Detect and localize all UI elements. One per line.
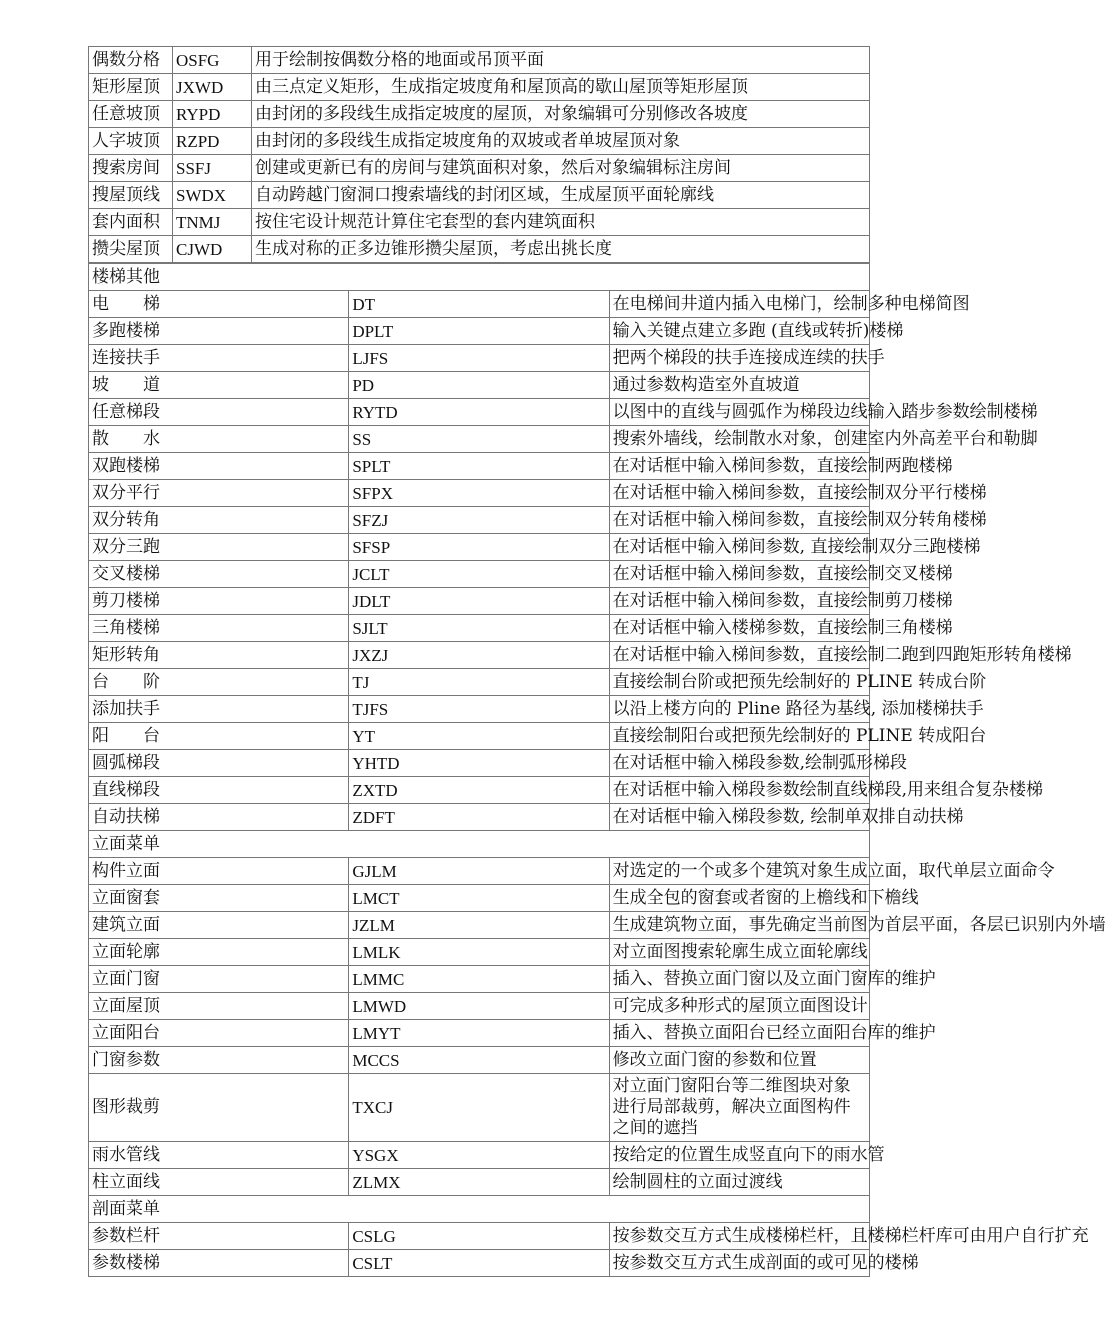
command-code-cell: DT — [349, 291, 609, 318]
command-code-cell: TXCJ — [349, 1074, 609, 1142]
command-description-cell: 在对话框中输入梯间参数，直接绘制双分平行楼梯 — [609, 480, 869, 507]
command-code-cell: YT — [349, 723, 609, 750]
command-description-cell: 在对话框中输入梯间参数，直接绘制交叉楼梯 — [609, 561, 869, 588]
table-row — [89, 561, 870, 588]
command-code-cell: JDLT — [349, 588, 609, 615]
command-description-cell: 由封闭的多段线生成指定坡度的屋顶，对象编辑可分别修改各坡度 — [252, 101, 870, 128]
command-name-cell: 人字坡顶 — [89, 128, 173, 155]
command-description-cell: 通过参数构造室外直坡道 — [609, 372, 869, 399]
command-name-cell: 双跑楼梯 — [89, 453, 349, 480]
table-row — [89, 291, 870, 318]
command-code-cell: SFPX — [349, 480, 609, 507]
table-row — [89, 345, 870, 372]
command-name-cell: 交叉楼梯 — [89, 561, 349, 588]
command-name-cell: 双分平行 — [89, 480, 349, 507]
command-code-cell: LMWD — [349, 993, 609, 1020]
command-name-cell: 立面阳台 — [89, 1020, 349, 1047]
command-description-cell: 可完成多种形式的屋顶立面图设计 — [609, 993, 869, 1020]
command-description-cell: 对选定的一个或多个建筑对象生成立面，取代单层立面命令 — [609, 858, 869, 885]
command-code-cell: SFSP — [349, 534, 609, 561]
command-code-cell: TJ — [349, 669, 609, 696]
command-description-cell: 把两个梯段的扶手连接成连续的扶手 — [609, 345, 869, 372]
command-description-cell: 由封闭的多段线生成指定坡度角的双坡或者单坡屋顶对象 — [252, 128, 870, 155]
command-name-cell: 立面屋顶 — [89, 993, 349, 1020]
command-code-cell: SJLT — [349, 615, 609, 642]
command-description-cell: 搜索外墙线，绘制散水对象，创建室内外高差平台和勒脚 — [609, 426, 869, 453]
command-code-cell: JZLM — [349, 912, 609, 939]
commands-table — [88, 263, 1106, 1277]
command-description-cell: 绘制圆柱的立面过渡线 — [609, 1169, 869, 1196]
table-row — [89, 750, 870, 777]
section-row-elevation — [89, 831, 870, 858]
command-code-cell: JXWD — [173, 74, 252, 101]
command-description-cell: 对立面门窗阳台等二维图块对象进行局部裁剪，解决立面图构件之间的遮挡 — [609, 1074, 869, 1142]
command-description-cell: 创建或更新已有的房间与建筑面积对象，然后对象编辑标注房间 — [252, 155, 870, 182]
section-title-elevation: 立面菜单 — [89, 831, 870, 858]
command-code-cell: CSLG — [349, 1223, 609, 1250]
command-code-cell: RYTD — [349, 399, 609, 426]
table-row — [89, 885, 870, 912]
table-row — [89, 372, 870, 399]
table-row — [89, 696, 870, 723]
command-code-cell: YSGX — [349, 1142, 609, 1169]
section-title-stairs: 楼梯其他 — [89, 264, 870, 291]
table-row — [89, 1250, 870, 1277]
table-row — [89, 669, 870, 696]
command-name-cell: 自动扶梯 — [89, 804, 349, 831]
command-code-cell: GJLM — [349, 858, 609, 885]
command-description-cell: 对立面图搜索轮廓生成立面轮廓线 — [609, 939, 869, 966]
table-row — [89, 1142, 870, 1169]
section-row-stairs — [89, 264, 870, 291]
table-row — [89, 642, 870, 669]
roof-commands-table — [88, 46, 870, 263]
section-row-section — [89, 1196, 870, 1223]
table-row — [89, 399, 870, 426]
table-row — [89, 939, 870, 966]
table-row — [89, 318, 870, 345]
table-row — [89, 101, 870, 128]
command-code-cell: ZDFT — [349, 804, 609, 831]
table-row — [89, 534, 870, 561]
command-description-cell: 按住宅设计规范计算住宅套型的套内建筑面积 — [252, 209, 870, 236]
command-code-cell: SPLT — [349, 453, 609, 480]
command-code-cell: SFZJ — [349, 507, 609, 534]
command-name-cell: 图形裁剪 — [89, 1074, 349, 1142]
command-description-cell: 由三点定义矩形，生成指定坡度角和屋顶高的歇山屋顶等矩形屋顶 — [252, 74, 870, 101]
table-row — [89, 1223, 870, 1250]
command-description-cell: 用于绘制按偶数分格的地面或吊顶平面 — [252, 47, 870, 74]
command-code-cell: JXZJ — [349, 642, 609, 669]
command-name-cell: 电 梯 — [89, 291, 349, 318]
table-row — [89, 912, 870, 939]
command-name-cell: 任意坡顶 — [89, 101, 173, 128]
command-name-cell: 立面轮廓 — [89, 939, 349, 966]
command-description-cell: 在对话框中输入梯间参数，直接绘制双分转角楼梯 — [609, 507, 869, 534]
table-row — [89, 155, 870, 182]
table-row — [89, 1020, 870, 1047]
command-description-cell: 按参数交互方式生成剖面的或可见的楼梯 — [609, 1250, 869, 1277]
command-description-cell: 插入、替换立面门窗以及立面门窗库的维护 — [609, 966, 869, 993]
command-name-cell: 立面窗套 — [89, 885, 349, 912]
command-name-cell: 剪刀楼梯 — [89, 588, 349, 615]
command-name-cell: 柱立面线 — [89, 1169, 349, 1196]
command-description-cell: 以沿上楼方向的 Pline 路径为基线, 添加楼梯扶手 — [609, 696, 869, 723]
command-description-cell: 按给定的位置生成竖直向下的雨水管 — [609, 1142, 869, 1169]
command-name-cell: 偶数分格 — [89, 47, 173, 74]
table-row — [89, 426, 870, 453]
command-code-cell: ZXTD — [349, 777, 609, 804]
table-row — [89, 777, 870, 804]
command-name-cell: 立面门窗 — [89, 966, 349, 993]
table-row — [89, 74, 870, 101]
table-row — [89, 236, 870, 263]
command-name-cell: 参数栏杆 — [89, 1223, 349, 1250]
command-description-cell: 自动跨越门窗洞口搜索墙线的封闭区域，生成屋顶平面轮廓线 — [252, 182, 870, 209]
table-row — [89, 209, 870, 236]
command-code-cell: DPLT — [349, 318, 609, 345]
command-name-cell: 阳 台 — [89, 723, 349, 750]
command-name-cell: 坡 道 — [89, 372, 349, 399]
command-name-cell: 参数楼梯 — [89, 1250, 349, 1277]
command-code-cell: CJWD — [173, 236, 252, 263]
table-row — [89, 858, 870, 885]
command-name-cell: 双分三跑 — [89, 534, 349, 561]
command-name-cell: 三角楼梯 — [89, 615, 349, 642]
command-description-cell: 修改立面门窗的参数和位置 — [609, 1047, 869, 1074]
command-name-cell: 雨水管线 — [89, 1142, 349, 1169]
table-row — [89, 507, 870, 534]
command-name-cell: 添加扶手 — [89, 696, 349, 723]
table-row — [89, 128, 870, 155]
command-description-cell: 直接绘制阳台或把预先绘制好的 PLINE 转成阳台 — [609, 723, 869, 750]
table-row — [89, 966, 870, 993]
command-description-cell: 在对话框中输入楼梯参数，直接绘制三角楼梯 — [609, 615, 869, 642]
command-code-cell: CSLT — [349, 1250, 609, 1277]
command-name-cell: 矩形屋顶 — [89, 74, 173, 101]
table-row — [89, 1074, 870, 1142]
command-name-cell: 搜屋顶线 — [89, 182, 173, 209]
command-name-cell: 连接扶手 — [89, 345, 349, 372]
command-code-cell: ZLMX — [349, 1169, 609, 1196]
command-description-cell: 在对话框中输入梯间参数，直接绘制二跑到四跑矩形转角楼梯 — [609, 642, 869, 669]
command-name-cell: 双分转角 — [89, 507, 349, 534]
command-code-cell: TNMJ — [173, 209, 252, 236]
command-code-cell: LMCT — [349, 885, 609, 912]
command-description-cell: 以图中的直线与圆弧作为梯段边线输入踏步参数绘制楼梯 — [609, 399, 869, 426]
command-description-cell: 在对话框中输入梯间参数, 直接绘制双分三跑楼梯 — [609, 534, 869, 561]
command-code-cell: OSFG — [173, 47, 252, 74]
command-name-cell: 门窗参数 — [89, 1047, 349, 1074]
command-name-cell: 构件立面 — [89, 858, 349, 885]
command-description-cell: 在对话框中输入梯段参数,绘制弧形梯段 — [609, 750, 869, 777]
command-reference-document — [88, 46, 1106, 1277]
command-description-cell: 直接绘制台阶或把预先绘制好的 PLINE 转成台阶 — [609, 669, 869, 696]
command-description-cell: 在对话框中输入梯间参数，直接绘制剪刀楼梯 — [609, 588, 869, 615]
command-code-cell: SWDX — [173, 182, 252, 209]
table-row — [89, 453, 870, 480]
command-code-cell: TJFS — [349, 696, 609, 723]
command-description-cell: 生成全包的窗套或者窗的上檐线和下檐线 — [609, 885, 869, 912]
command-name-cell: 多跑楼梯 — [89, 318, 349, 345]
table-row — [89, 804, 870, 831]
command-name-cell: 矩形转角 — [89, 642, 349, 669]
command-description-cell: 在电梯间井道内插入电梯门，绘制多种电梯简图 — [609, 291, 869, 318]
command-description-cell: 生成对称的正多边锥形攒尖屋顶，考虑出挑长度 — [252, 236, 870, 263]
command-description-cell: 输入关键点建立多跑 (直线或转折)楼梯 — [609, 318, 869, 345]
command-code-cell: YHTD — [349, 750, 609, 777]
command-code-cell: SSFJ — [173, 155, 252, 182]
command-code-cell: RZPD — [173, 128, 252, 155]
section-title-section: 剖面菜单 — [89, 1196, 870, 1223]
command-name-cell: 圆弧梯段 — [89, 750, 349, 777]
command-code-cell: LMYT — [349, 1020, 609, 1047]
table-row — [89, 182, 870, 209]
command-name-cell: 任意梯段 — [89, 399, 349, 426]
table-row — [89, 480, 870, 507]
command-description-cell: 在对话框中输入梯段参数绘制直线梯段,用来组合复杂楼梯 — [609, 777, 869, 804]
table-row — [89, 47, 870, 74]
command-name-cell: 台 阶 — [89, 669, 349, 696]
command-name-cell: 散 水 — [89, 426, 349, 453]
command-code-cell: SS — [349, 426, 609, 453]
command-code-cell: MCCS — [349, 1047, 609, 1074]
command-code-cell: LJFS — [349, 345, 609, 372]
command-description-cell: 在对话框中输入梯间参数，直接绘制两跑楼梯 — [609, 453, 869, 480]
command-description-cell: 在对话框中输入梯段参数, 绘制单双排自动扶梯 — [609, 804, 869, 831]
command-name-cell: 攒尖屋顶 — [89, 236, 173, 263]
command-description-cell: 按参数交互方式生成楼梯栏杆，且楼梯栏杆库可由用户自行扩充 — [609, 1223, 869, 1250]
command-code-cell: LMLK — [349, 939, 609, 966]
command-name-cell: 直线梯段 — [89, 777, 349, 804]
command-code-cell: JCLT — [349, 561, 609, 588]
table-row — [89, 723, 870, 750]
command-name-cell: 建筑立面 — [89, 912, 349, 939]
command-code-cell: LMMC — [349, 966, 609, 993]
command-description-cell: 插入、替换立面阳台已经立面阳台库的维护 — [609, 1020, 869, 1047]
command-code-cell: PD — [349, 372, 609, 399]
table-row — [89, 615, 870, 642]
table-row — [89, 588, 870, 615]
table-row — [89, 1169, 870, 1196]
command-name-cell: 搜索房间 — [89, 155, 173, 182]
table-row — [89, 993, 870, 1020]
command-code-cell: RYPD — [173, 101, 252, 128]
command-description-cell: 生成建筑物立面，事先确定当前图为首层平面，各层已识别内外墙 — [609, 912, 869, 939]
command-name-cell: 套内面积 — [89, 209, 173, 236]
table-row — [89, 1047, 870, 1074]
